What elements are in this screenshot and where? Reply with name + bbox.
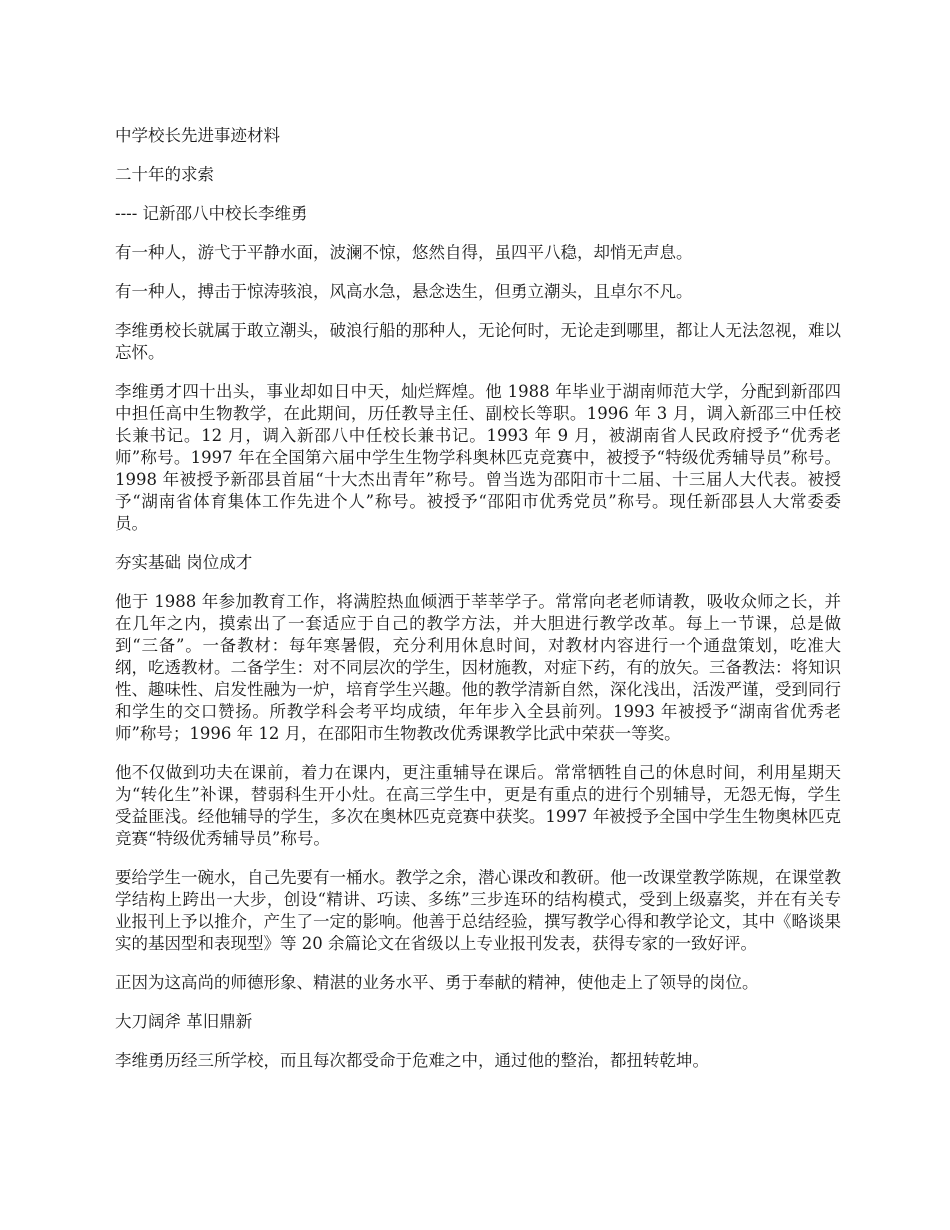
document-title: 中学校长先进事迹材料 [115,126,280,145]
paragraph: 李维勇历经三所学校，而且每次都受命于危难之中，通过他的整治，都扭转乾坤。 [115,1051,709,1070]
paragraph: 李维勇校长就属于敢立潮头，破浪行船的那种人，无论何时，无论走到哪里，都让人无法忽视，难以忘怀。 [115,321,841,362]
document-subtitle: 二十年的求索 [115,165,214,184]
paragraph: 他不仅做到功夫在课前，着力在课内，更注重辅导在课后。常常牺牲自己的休息时间，利用星期天为“转化生”补课，替弱科生开小灶。在高三学生中，更是有重点的进行个别辅导，无怨无悔，学生受益匪浅。经他辅导的学生，多次在奥林匹克竞赛中获奖。1997 年被授予全国中学生生物奥林匹克竞赛“特级优秀辅导员”称号。 [115,763,841,848]
section-heading: 大刀阔斧 革旧鼎新 [115,1012,253,1031]
paragraph: 有一种人，游弋于平静水面，波澜不惊，悠然自得，虽四平八稳，却悄无声息。 [115,243,693,262]
paragraph: 李维勇才四十出头，事业却如日中天，灿烂辉煌。他 1988 年毕业于湖南师范大学，分配到新邵四中担任高中生物教学，在此期间，历任教导主任、副校长等职。1996 年 3 月，调入新邵三中任校长兼书记。12 月，调入新邵八中任校长兼书记。1993 年 9 月，被湖南省人民政府授予“优秀老师”称号。1997 年在全国第六届中学生生物学科奥林匹克竞赛中，被授予“特级优秀辅导员”称号。1998 年被授予新邵县首届“十大杰出青年”称号。曾当选为邵阳市十二届、十三届人大代表。被授予“湖南省体育集体工作先进个人”称号。被授予“邵阳市优秀党员”称号。现任新邵县人大常委委员。 [115,382,841,533]
section-heading: 夯实基础 岗位成才 [115,553,253,572]
paragraph: 要给学生一碗水，自己先要有一桶水。教学之余，潜心课改和教研。他一改课堂教学陈规，在课堂教学结构上跨出一大步，创设“精讲、巧读、多练”三步连环的结构模式，受到上级嘉奖，并在有关专业报刊上予以推介，产生了一定的影响。他善于总结经验，撰写教学心得和教学论文，其中《略谈果实的基因型和表现型》等 20 余篇论文在省级以上专业报刊发表，获得专家的一致好评。 [115,868,841,953]
paragraph: 有一种人，搏击于惊涛骇浪，风高水急，悬念迭生，但勇立潮头，且卓尔不凡。 [115,282,693,301]
document-body [115,125,841,1089]
paragraph: 正因为这高尚的师德形象、精湛的业务水平、勇于奉献的精神，使他走上了领导的岗位。 [115,973,759,992]
document-byline: ---- 记新邵八中校长李维勇 [115,204,308,223]
paragraph: 他于 1988 年参加教育工作，将满腔热血倾洒于莘莘学子。常常向老老师请教，吸收众师之长，并在几年之内，摸索出了一套适应于自己的教学方法，并大胆进行教学改革。每上一节课，总是做到“三备”。一备教材：每年寒暑假，充分利用休息时间，对教材内容进行一个通盘策划，吃准大纲，吃透教材。二备学生：对不同层次的学生，因材施教，对症下药，有的放矢。三备教法：将知识性、趣味性、启发性融为一炉，培育学生兴趣。他的教学清新自然，深化浅出，活泼严谨，受到同行和学生的交口赞扬。所教学科会考平均成绩，年年步入全县前列。1993 年被授予“湖南省优秀老师”称号；1996 年 12 月，在邵阳市生物教改优秀课教学比武中荣获一等奖。 [115,592,841,743]
